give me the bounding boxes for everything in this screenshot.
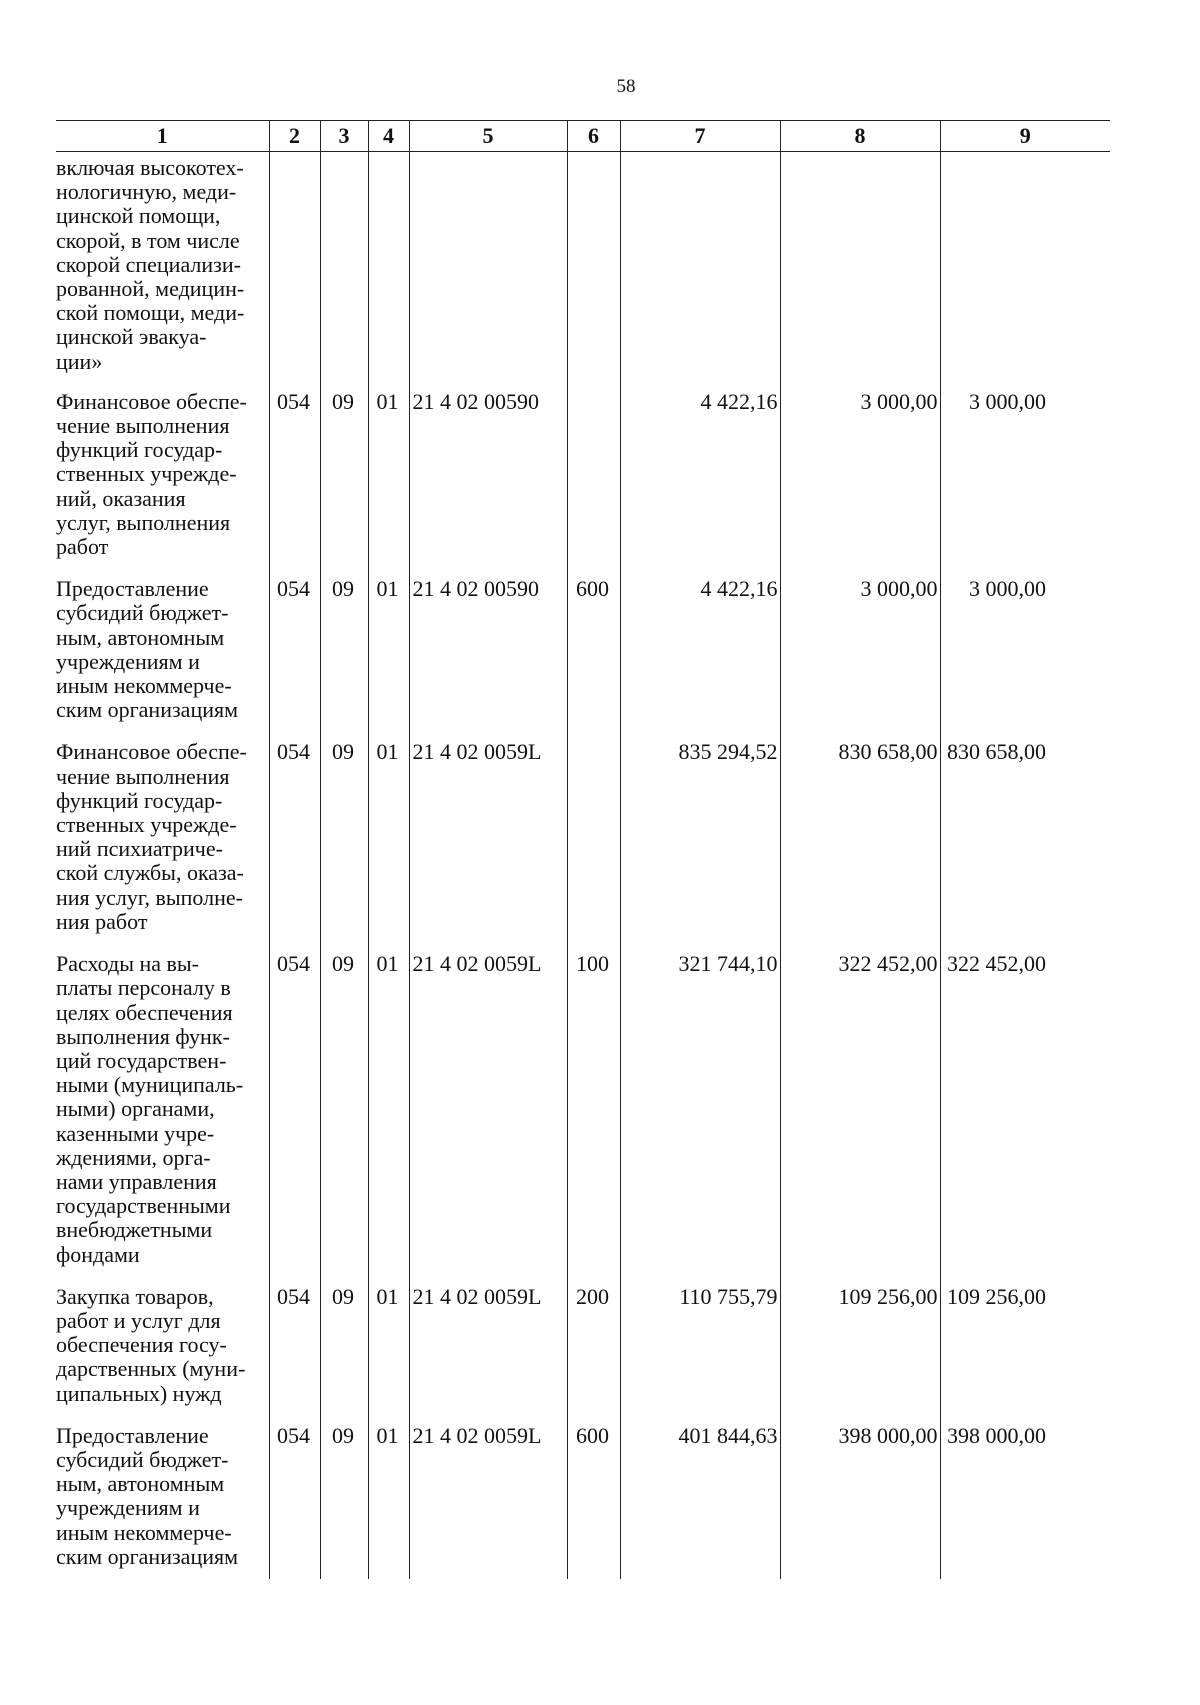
table-row xyxy=(56,152,1110,382)
cell-target-article: 21 4 02 0059L xyxy=(409,1277,567,1416)
row-description: Предоставление субсидий бюджет- ным, автономным учреждениям и иным некоммерче- ским организациям xyxy=(56,576,239,723)
table-row xyxy=(56,569,1110,732)
cell-target-article xyxy=(409,152,567,382)
cell-section: 09 xyxy=(320,1416,368,1579)
table-row xyxy=(56,382,1110,569)
row-description: Закупка товаров, работ и услуг для обеспечения госу- дарственных (муни- ципальных) нужд xyxy=(56,1283,246,1406)
cell-amount-col7: 110 755,79 xyxy=(620,1277,780,1416)
cell-amount-col9: 322 452,00 xyxy=(940,944,1110,1277)
header-col-4: 4 xyxy=(368,121,409,152)
cell-subsection: 01 xyxy=(368,944,409,1277)
cell-amount-col9: 3 000,00 xyxy=(940,569,1110,732)
table-body xyxy=(56,152,1110,1579)
cell-section: 09 xyxy=(320,569,368,732)
cell-amount-col9: 3 000,00 xyxy=(940,382,1110,569)
budget-table xyxy=(56,120,1110,1579)
header-col-9: 9 xyxy=(940,121,1110,152)
cell-amount-col7 xyxy=(620,152,780,382)
cell-amount-col8: 398 000,00 xyxy=(780,1416,940,1579)
header-col-2: 2 xyxy=(269,121,320,152)
cell-amount-col7: 401 844,63 xyxy=(620,1416,780,1579)
cell-expense-type xyxy=(567,152,620,382)
cell-subsection: 01 xyxy=(368,732,409,944)
cell-target-article: 21 4 02 0059L xyxy=(409,732,567,944)
header-col-5: 5 xyxy=(409,121,567,152)
table-row xyxy=(56,1277,1110,1416)
cell-subsection: 01 xyxy=(368,1416,409,1579)
cell-amount-col7: 4 422,16 xyxy=(620,382,780,569)
cell-section: 09 xyxy=(320,944,368,1277)
cell-target-article: 21 4 02 0059L xyxy=(409,944,567,1277)
cell-target-article: 21 4 02 0059L xyxy=(409,1416,567,1579)
cell-expense-type: 600 xyxy=(567,569,620,732)
budget-table-container xyxy=(56,120,1110,1579)
cell-subsection xyxy=(368,152,409,382)
header-row xyxy=(56,121,1110,152)
header-col-7: 7 xyxy=(620,121,780,152)
cell-expense-type: 600 xyxy=(567,1416,620,1579)
cell-admin-code: 054 xyxy=(269,732,320,944)
cell-subsection: 01 xyxy=(368,1277,409,1416)
cell-section xyxy=(320,152,368,382)
cell-target-article: 21 4 02 00590 xyxy=(409,569,567,732)
cell-admin-code: 054 xyxy=(269,1277,320,1416)
cell-admin-code: 054 xyxy=(269,944,320,1277)
cell-admin-code: 054 xyxy=(269,382,320,569)
cell-amount-col7: 4 422,16 xyxy=(620,569,780,732)
cell-admin-code: 054 xyxy=(269,569,320,732)
row-description: включая высокотех- нологичную, меди- цинской помощи, скорой, в том числе скорой специализи- рованной, медицин- ской помощи, меди- цинской эвакуа- ции» xyxy=(56,155,245,374)
table-row xyxy=(56,1416,1110,1579)
cell-amount-col9: 398 000,00 xyxy=(940,1416,1110,1579)
cell-amount-col8 xyxy=(780,152,940,382)
cell-expense-type: 100 xyxy=(567,944,620,1277)
cell-admin-code xyxy=(269,152,320,382)
cell-amount-col7: 835 294,52 xyxy=(620,732,780,944)
cell-subsection: 01 xyxy=(368,382,409,569)
cell-target-article: 21 4 02 00590 xyxy=(409,382,567,569)
cell-expense-type xyxy=(567,732,620,944)
header-col-3: 3 xyxy=(320,121,368,152)
cell-section: 09 xyxy=(320,732,368,944)
cell-amount-col8: 3 000,00 xyxy=(780,382,940,569)
cell-section: 09 xyxy=(320,382,368,569)
row-description: Расходы на вы- платы персоналу в целях обеспечения выполнения функ- ций государствен- ными (муниципаль- ными) органами, казенными учре- ждениями, орга- нами управления государственными внебюджетными фондами xyxy=(56,951,244,1267)
table-row xyxy=(56,944,1110,1277)
cell-expense-type: 200 xyxy=(567,1277,620,1416)
cell-amount-col7: 321 744,10 xyxy=(620,944,780,1277)
cell-expense-type xyxy=(567,382,620,569)
header-col-6: 6 xyxy=(567,121,620,152)
row-description: Предоставление субсидий бюджет- ным, автономным учреждениям и иным некоммерче- ским организациям xyxy=(56,1422,239,1569)
table-row xyxy=(56,732,1110,944)
cell-amount-col9: 109 256,00 xyxy=(940,1277,1110,1416)
cell-section: 09 xyxy=(320,1277,368,1416)
table-header xyxy=(56,121,1110,152)
cell-amount-col8: 3 000,00 xyxy=(780,569,940,732)
cell-amount-col8: 830 658,00 xyxy=(780,732,940,944)
header-col-8: 8 xyxy=(780,121,940,152)
cell-amount-col8: 109 256,00 xyxy=(780,1277,940,1416)
cell-amount-col9 xyxy=(940,152,1110,382)
row-description: Финансовое обеспе- чение выполнения функций государ- ственных учрежде- ний психиатриче- ской службы, оказа- ния услуг, выполне- ния работ xyxy=(56,739,247,934)
row-description: Финансовое обеспе- чение выполнения функций государ- ственных учрежде- ний, оказания услуг, выполнения работ xyxy=(56,388,247,560)
cell-amount-col8: 322 452,00 xyxy=(780,944,940,1277)
page-number: 58 xyxy=(616,76,636,97)
cell-amount-col9: 830 658,00 xyxy=(940,732,1110,944)
header-col-1: 1 xyxy=(56,121,269,152)
cell-subsection: 01 xyxy=(368,569,409,732)
cell-admin-code: 054 xyxy=(269,1416,320,1579)
